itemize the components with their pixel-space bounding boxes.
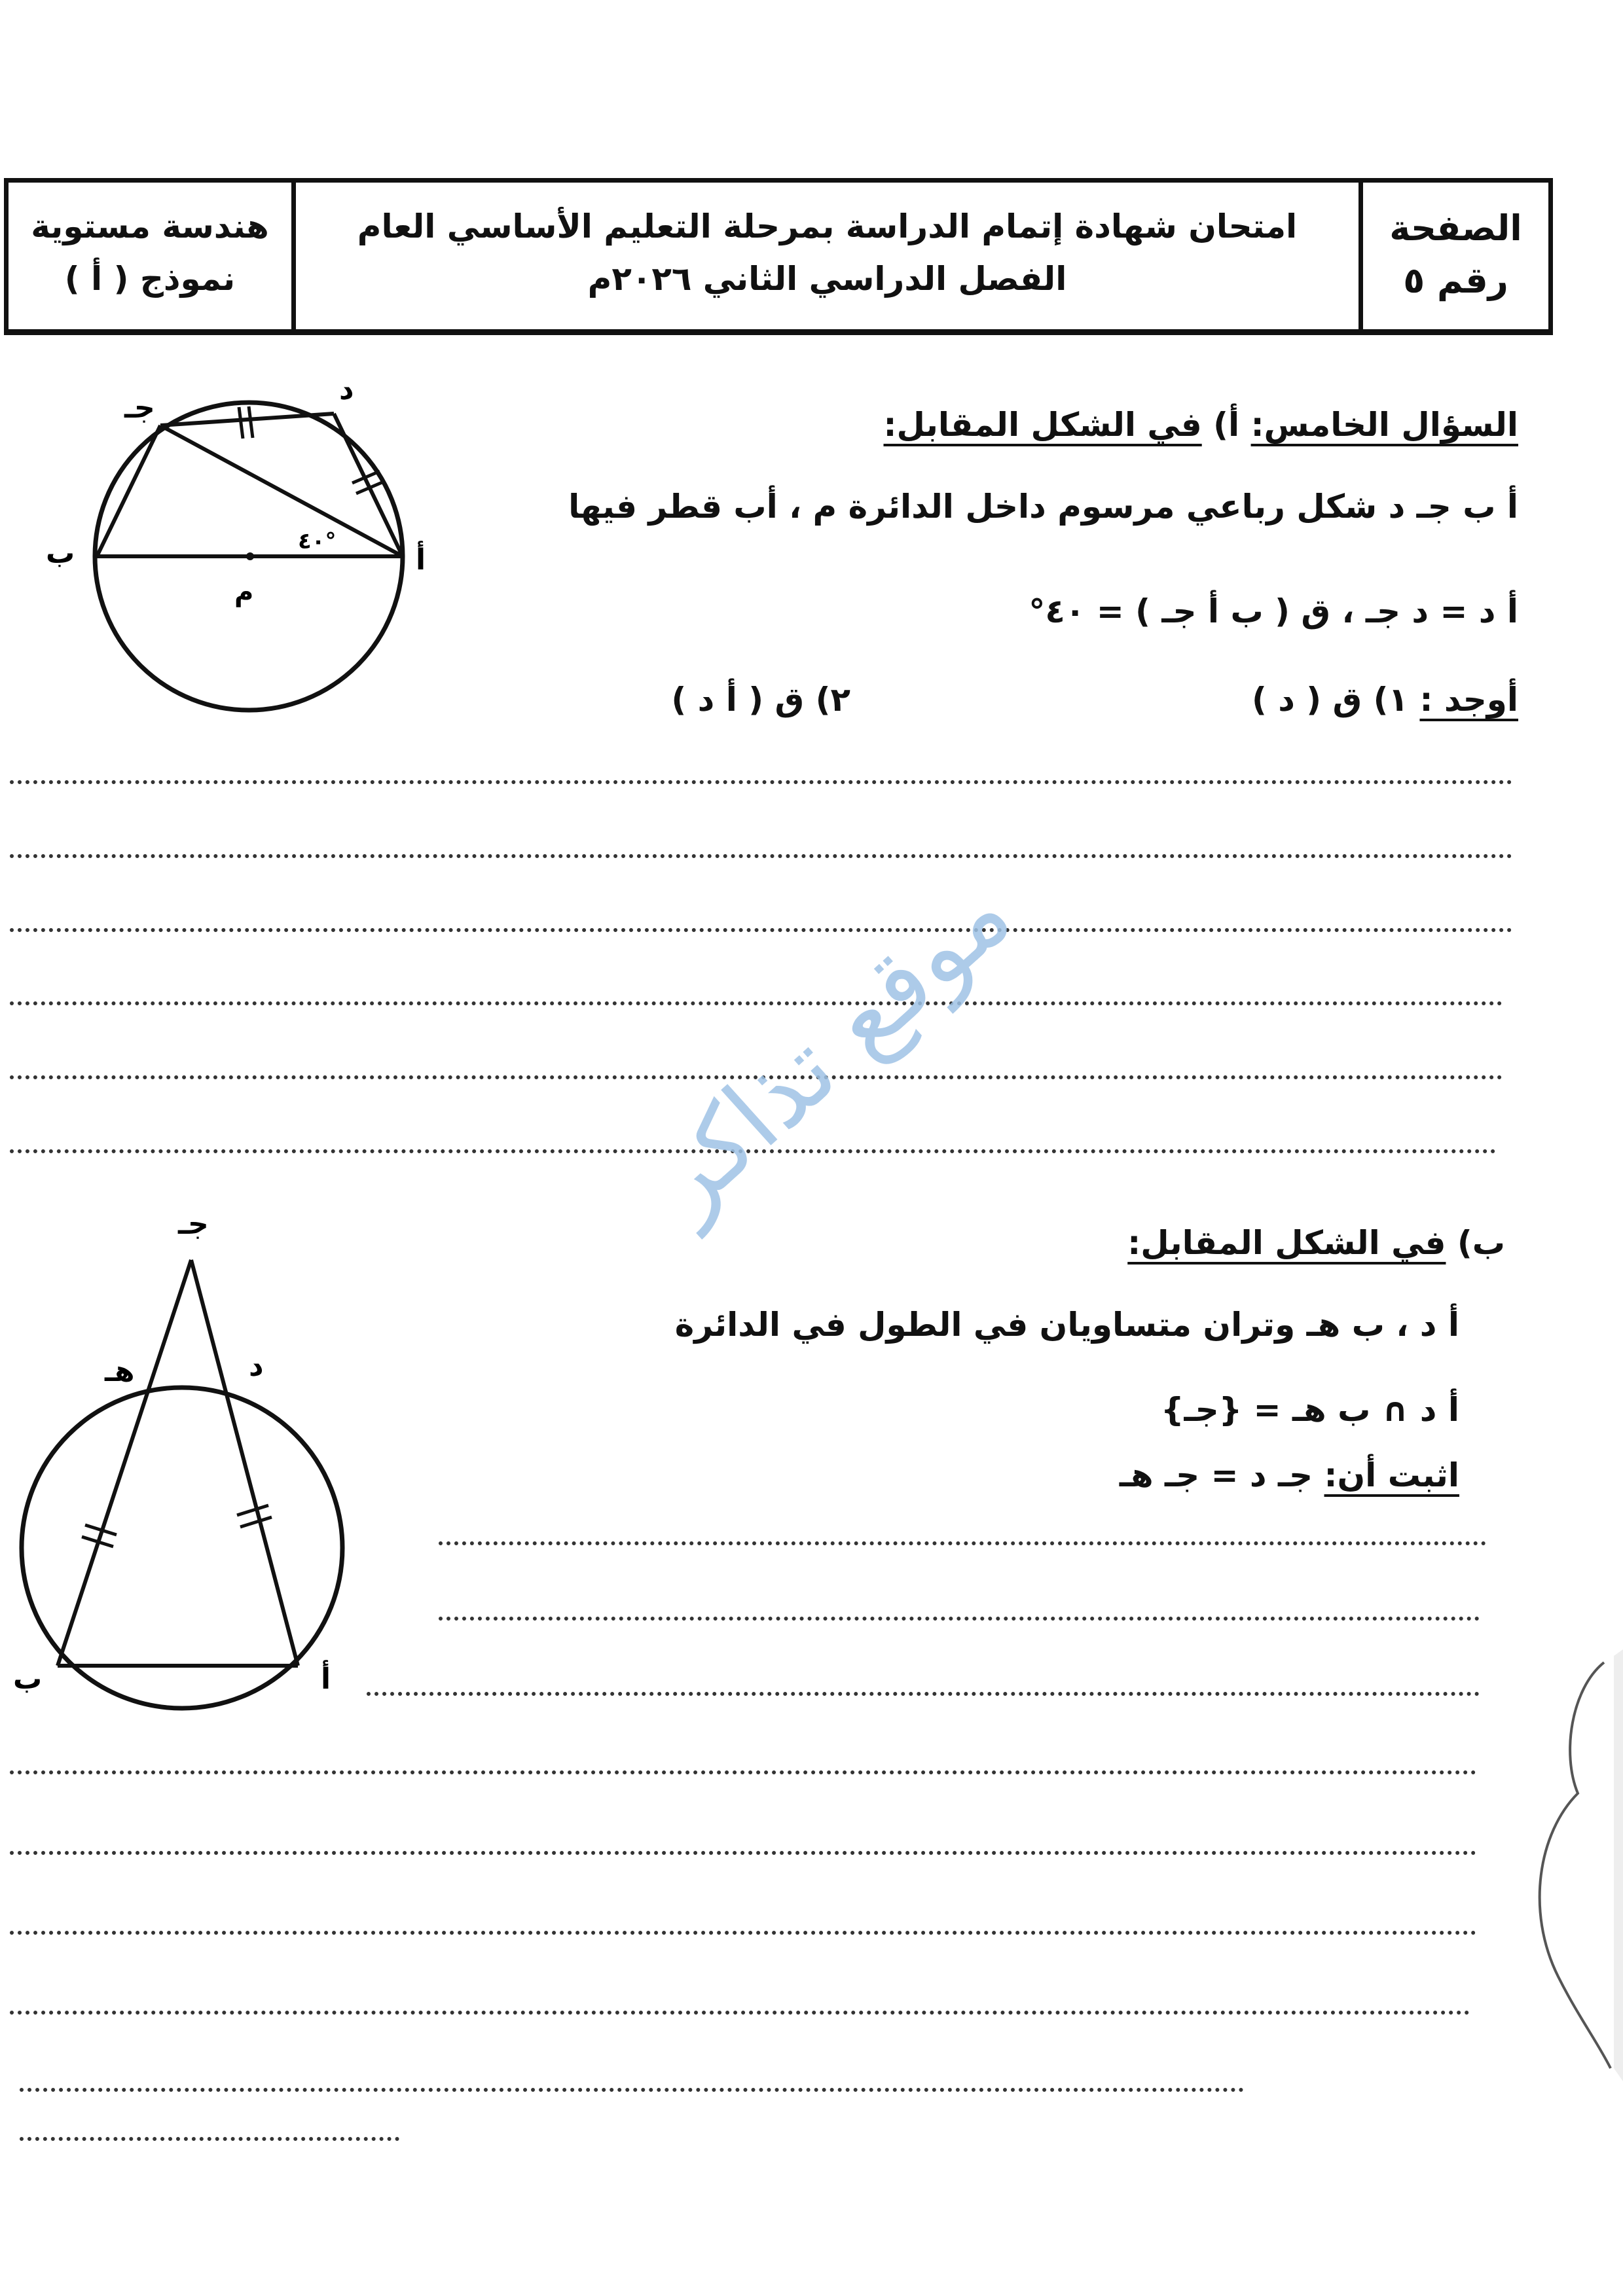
subject-name: هندسة مستوية xyxy=(31,207,269,245)
find-item-2: ٢) ق ( أ د ) xyxy=(671,681,850,719)
page-info-cell xyxy=(1359,183,1548,329)
prove-statement: جـ د = جـ هـ xyxy=(1119,1456,1313,1494)
question-title-row xyxy=(883,406,1518,444)
part-b-statement-2: أ د ∩ ب هـ = {جـ} xyxy=(1160,1391,1459,1429)
page-number: رقم ٥ xyxy=(1403,260,1508,301)
circle-outline-2 xyxy=(22,1388,342,1708)
answer-line[interactable] xyxy=(10,1851,1476,1855)
prove-row xyxy=(1120,1456,1459,1494)
answer-line[interactable] xyxy=(10,780,1512,784)
label-h: هـ xyxy=(105,1355,135,1388)
answer-line[interactable] xyxy=(10,1931,1476,1935)
question-statement-2: أ د = د جـ ، ق ( ب أ جـ ) = ٤٠° xyxy=(1029,592,1518,630)
answer-line[interactable] xyxy=(10,2011,1470,2015)
center-point xyxy=(246,552,254,560)
exam-title-cell xyxy=(291,183,1359,329)
label-b: ب xyxy=(46,537,75,570)
label-d: د xyxy=(339,373,354,406)
question-statement-1: أ ب جـ د شكل رباعي مرسوم داخل الدائرة م ، أب قطر فيها xyxy=(568,488,1518,526)
answer-line[interactable] xyxy=(439,1541,1486,1545)
label-a: أ xyxy=(416,543,426,577)
answer-line[interactable] xyxy=(20,2088,1244,2092)
find-item-1: ١) ق ( د ) xyxy=(1251,681,1409,719)
segment-da xyxy=(334,414,403,556)
page-fold-shadow xyxy=(1499,1636,1623,2094)
label-m: م xyxy=(234,577,254,607)
prove-label: اثبت أن: xyxy=(1324,1456,1459,1494)
answer-line[interactable] xyxy=(10,854,1512,858)
exam-semester: الفصل الدراسي الثاني ٢٠٢٦م xyxy=(587,260,1067,298)
exam-header xyxy=(4,178,1553,335)
answer-line[interactable] xyxy=(10,1001,1503,1005)
side-ca xyxy=(191,1260,298,1666)
watermark: موقع تذاكر xyxy=(629,857,1032,1237)
part-b-statement-1: أ د ، ب هـ وتران متساويان في الطول في الدائرة xyxy=(674,1306,1459,1344)
answer-line[interactable] xyxy=(10,928,1512,932)
label-a2: أ xyxy=(321,1662,331,1696)
exam-title: امتحان شهادة إتمام الدراسة بمرحلة التعليم الأساسي العام xyxy=(357,207,1298,245)
part-b-title-row xyxy=(1127,1224,1505,1262)
subject-cell xyxy=(9,183,291,329)
model-name: نموذج ( أ ) xyxy=(64,260,236,298)
label-c: جـ xyxy=(124,391,155,425)
part-b-label: ب) xyxy=(1457,1224,1505,1262)
answer-line[interactable] xyxy=(20,2137,399,2141)
question-title: السؤال الخامس: xyxy=(1250,406,1518,444)
tick-marks-cd xyxy=(239,406,253,439)
figure-circle-triangle xyxy=(0,1204,393,1754)
label-d2: د xyxy=(249,1350,264,1383)
part-a-label: أ) xyxy=(1213,406,1240,444)
answer-line[interactable] xyxy=(10,1770,1476,1774)
label-angle: ٤٠° xyxy=(298,528,337,554)
side-cb xyxy=(58,1260,191,1666)
figure-reference-b: في الشكل المقابل: xyxy=(1127,1224,1446,1262)
answer-line[interactable] xyxy=(439,1617,1480,1621)
find-label: أوجد : xyxy=(1419,681,1518,719)
figure-reference-a: في الشكل المقابل: xyxy=(883,406,1202,444)
figure-circle-quadrilateral xyxy=(39,367,458,733)
page-label: الصفحة xyxy=(1389,207,1522,249)
label-c2: جـ xyxy=(178,1208,209,1241)
find-row-1 xyxy=(1252,681,1518,719)
answer-line[interactable] xyxy=(367,1692,1480,1696)
segment-bc xyxy=(97,425,160,556)
label-b2: ب xyxy=(13,1662,43,1696)
tick-marks-right xyxy=(237,1505,272,1527)
